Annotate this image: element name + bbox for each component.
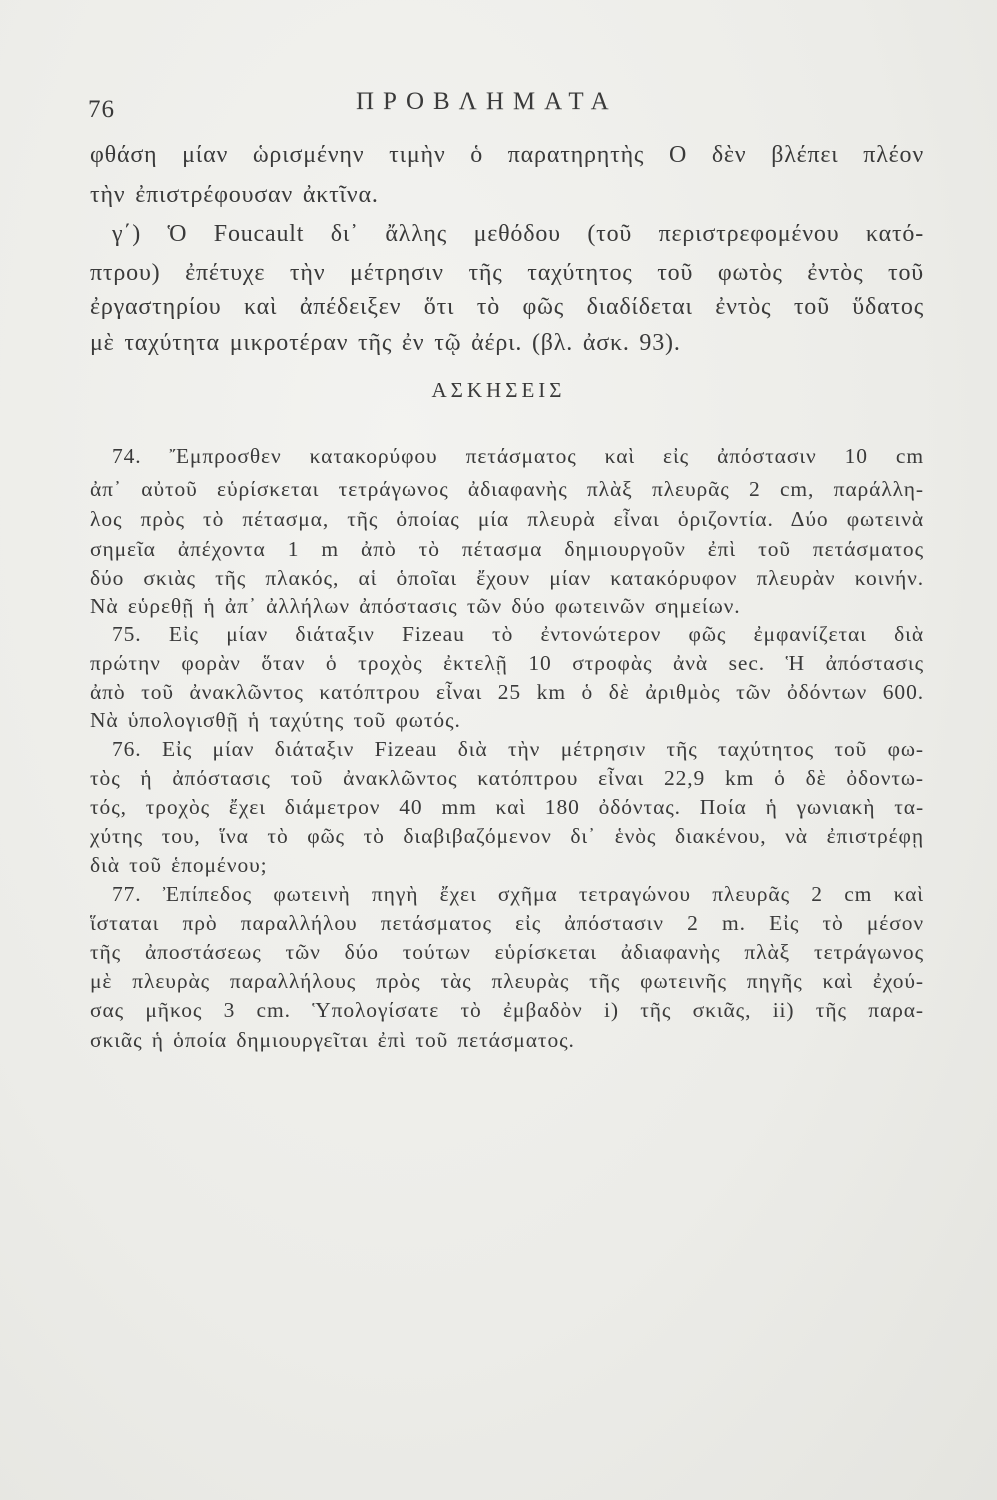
- running-head: ΠΡΟΒΛΗΜΑΤΑ: [356, 88, 618, 115]
- exercise-line: ἀπ᾽ αὐτοῦ εὑρίσκεται τετράγωνος ἀδιαφανὴς πλὰξ πλευρᾶς 2 cm, παράλλη-: [90, 477, 924, 501]
- exercise-line: πρώτην φορὰν ὅταν ὁ τροχὸς ἐκτελῇ 10 στροφὰς ἀνὰ sec. Ἡ ἀπόστασις: [90, 651, 924, 675]
- exercise-line: Νὰ ὑπολογισθῇ ἡ ταχύτης τοῦ φωτός.: [90, 708, 461, 732]
- exercise-line: τός, τροχὸς ἔχει διάμετρον 40 mm καὶ 180 ὀδόντας. Ποία ἡ γωνιακὴ τα-: [90, 795, 924, 819]
- text-line: πτρου) ἐπέτυχε τὴν μέτρησιν τῆς ταχύτητος τοῦ φωτὸς ἐντὸς τοῦ: [90, 260, 924, 286]
- exercise-line: σημεῖα ἀπέχοντα 1 m ἀπὸ τὸ πέτασμα δημιουργοῦν ἐπὶ τοῦ πετάσματος: [90, 537, 924, 561]
- text-line: ἐργαστηρίου καὶ ἀπέδειξεν ὅτι τὸ φῶς διαδίδεται ἐντὸς τοῦ ὕδατος: [90, 294, 924, 320]
- section-heading: ΑΣΚΗΣΕΙΣ: [431, 378, 566, 402]
- exercise-line: ἀπὸ τοῦ ἀνακλῶντος κατόπτρου εἶναι 25 km ὁ δὲ ἀριθμὸς τῶν ὀδόντων 600.: [90, 680, 924, 704]
- exercise-line: λος πρὸς τὸ πέτασμα, τῆς ὁποίας μία πλευρὰ εἶναι ὁριζοντία. Δύο φωτεινὰ: [90, 507, 924, 531]
- exercise-line: χύτης του, ἵνα τὸ φῶς τὸ διαβιβαζόμενον δι᾽ ἑνὸς διακένου, νὰ ἐπιστρέφῃ: [90, 824, 924, 848]
- exercise-line: σας μῆκος 3 cm. Ὑπολογίσατε τὸ ἐμβαδὸν i) τῆς σκιᾶς, ii) τῆς παρα-: [90, 998, 924, 1022]
- exercise-line: 76. Εἰς μίαν διάταξιν Fizeau διὰ τὴν μέτρησιν τῆς ταχύτητος τοῦ φω-: [112, 737, 924, 761]
- exercise-line: τὸς ἡ ἀπόστασις τοῦ ἀνακλῶντος κατόπτρου εἶναι 22,9 km ὁ δὲ ὀδοντω-: [90, 766, 924, 790]
- exercise-line: μὲ πλευρὰς παραλλήλους πρὸς τὰς πλευρὰς τῆς φωτεινῆς πηγῆς καὶ ἐχού-: [90, 969, 924, 993]
- exercise-line: σκιᾶς ἡ ὁποία δημιουργεῖται ἐπὶ τοῦ πετάσματος.: [90, 1028, 575, 1052]
- text-line: φθάση μίαν ὡρισμένην τιμὴν ὁ παρατηρητὴς Ο δὲν βλέπει πλέον: [90, 142, 924, 168]
- exercise-line: Νὰ εὑρεθῇ ἡ ἀπ᾽ ἀλλήλων ἀπόστασις τῶν δύο φωτεινῶν σημείων.: [90, 594, 741, 618]
- exercise-line: 74. Ἔμπροσθεν κατακορύφου πετάσματος καὶ εἰς ἀπόστασιν 10 cm: [112, 444, 924, 468]
- text-line: γ΄) Ὁ Foucault δι᾽ ἄλλης μεθόδου (τοῦ περιστρεφομένου κατό-: [112, 221, 924, 247]
- page-number: 76: [88, 96, 115, 123]
- exercise-line: 75. Εἰς μίαν διάταξιν Fizeau τὸ ἐντονώτερον φῶς ἐμφανίζεται διὰ: [112, 622, 924, 646]
- text-line: μὲ ταχύτητα μικροτέραν τῆς ἐν τῷ ἀέρι. (βλ. ἀσκ. 93).: [90, 330, 681, 356]
- exercise-line: διὰ τοῦ ἑπομένου;: [90, 853, 268, 877]
- exercise-line: τῆς ἀποστάσεως τῶν δύο τούτων εὑρίσκεται ἀδιαφανὴς πλὰξ τετράγωνος: [90, 940, 924, 964]
- exercise-line: ἵσταται πρὸ παραλλήλου πετάσματος εἰς ἀπόστασιν 2 m. Εἰς τὸ μέσον: [90, 911, 924, 935]
- text-line: τὴν ἐπιστρέφουσαν ἀκτῖνα.: [90, 182, 379, 208]
- exercise-line: δύο σκιὰς τῆς πλακός, αἱ ὁποῖαι ἔχουν μίαν κατακόρυφον πλευρὰν κοινήν.: [90, 566, 924, 590]
- exercise-line: 77. Ἐπίπεδος φωτεινὴ πηγὴ ἔχει σχῆμα τετραγώνου πλευρᾶς 2 cm καὶ: [112, 882, 924, 906]
